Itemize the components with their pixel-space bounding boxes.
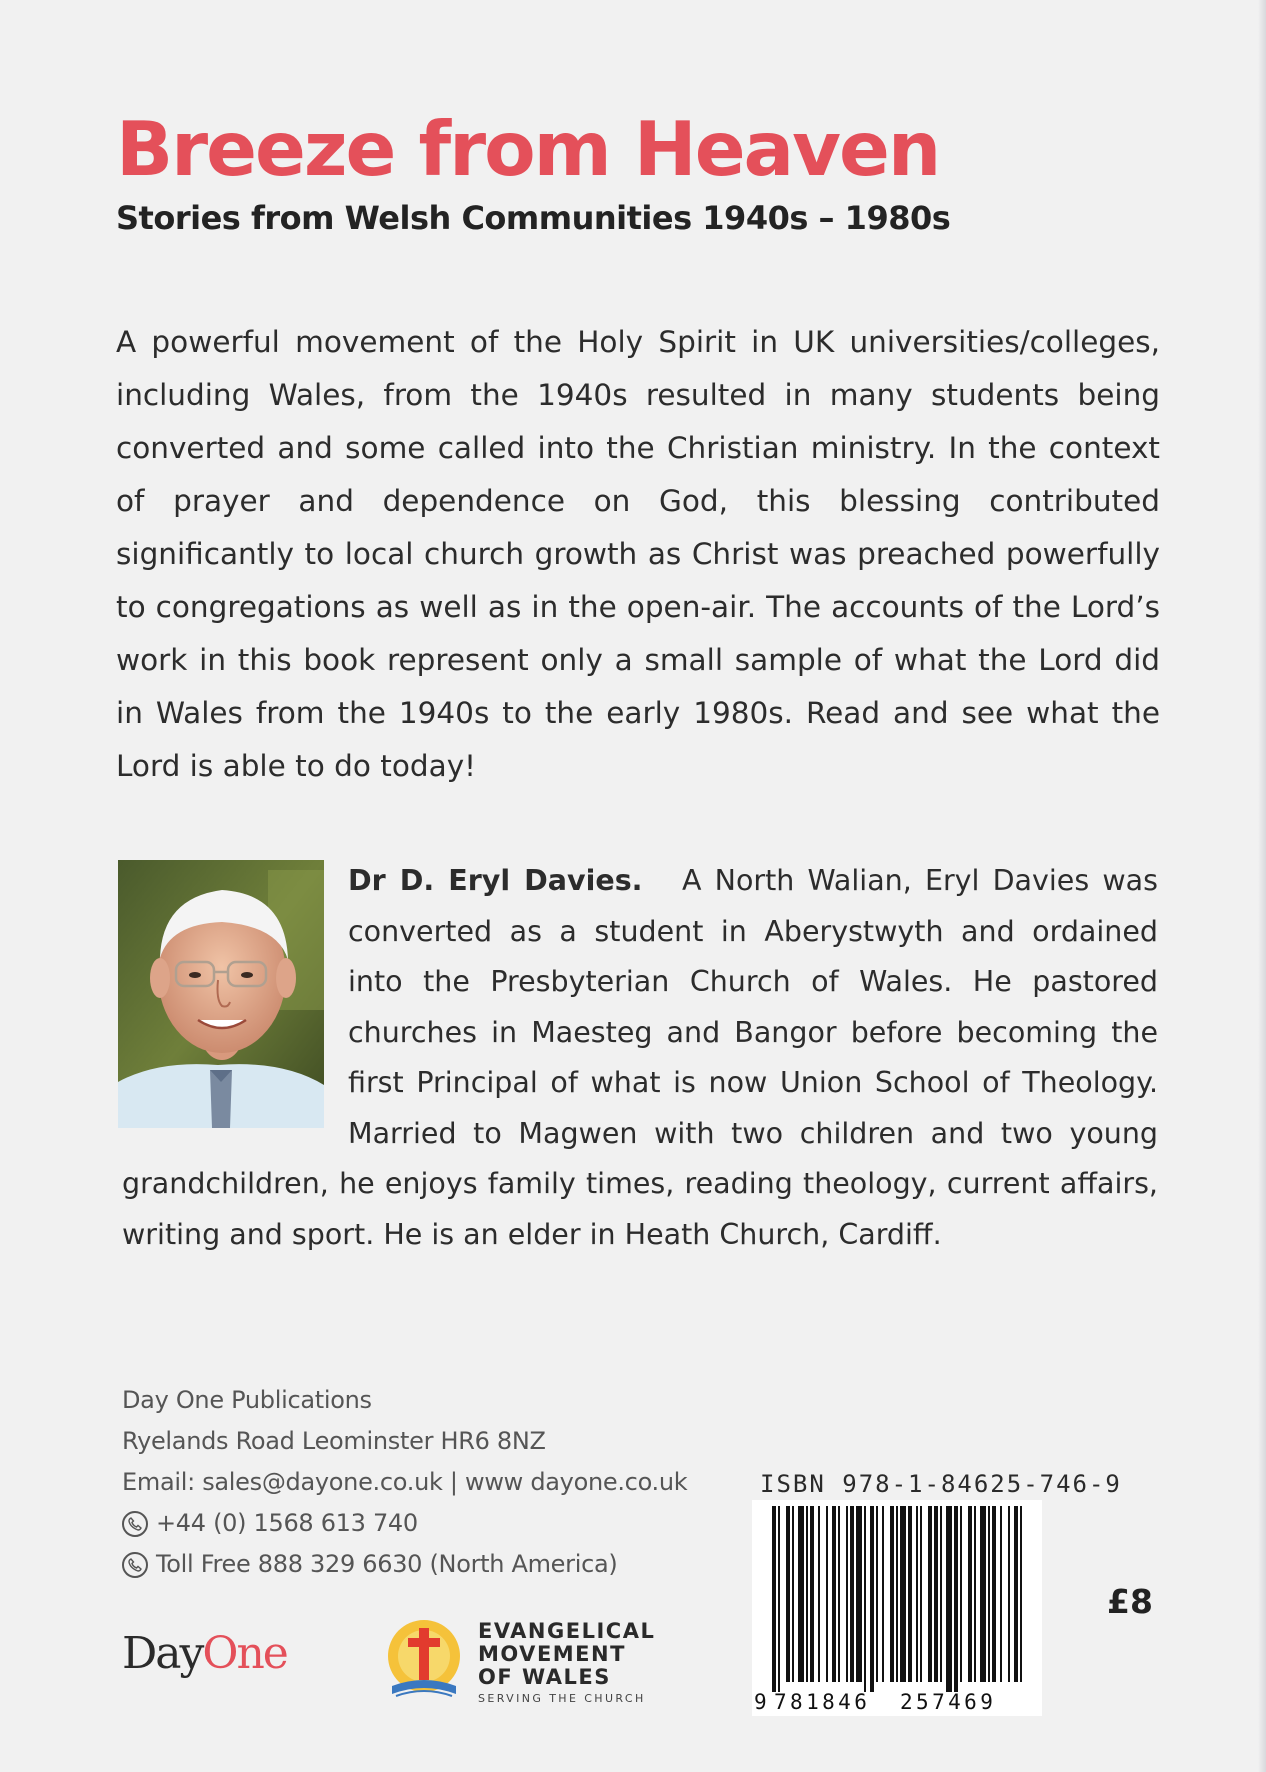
barcode-bar xyxy=(850,1506,854,1682)
phone-icon xyxy=(122,1552,148,1578)
publisher-address: Ryelands Road Leominster HR6 8NZ xyxy=(122,1427,546,1455)
author-bio-paragraph xyxy=(122,856,1158,1260)
barcode-bar xyxy=(928,1506,932,1682)
emw-line-3: OF WALES xyxy=(478,1665,611,1689)
barcode-bar xyxy=(832,1506,836,1682)
barcode-bar xyxy=(908,1506,912,1682)
emw-line-2: MOVEMENT xyxy=(478,1642,626,1666)
publisher-phone: +44 (0) 1568 613 740 xyxy=(156,1509,418,1537)
barcode-bar xyxy=(772,1506,776,1692)
phone-icon xyxy=(122,1511,148,1537)
barcode-bar xyxy=(954,1506,958,1692)
publisher-contact: Email: sales@dayone.co.uk | www dayone.co.uk xyxy=(122,1468,688,1496)
publisher-tollfree-line xyxy=(122,1544,687,1585)
barcode-bar xyxy=(810,1506,814,1682)
publisher-info xyxy=(122,1380,687,1585)
barcode-bar xyxy=(940,1506,942,1682)
barcode-bar xyxy=(846,1506,848,1682)
barcode-bar xyxy=(920,1506,922,1682)
dayone-logo-one: One xyxy=(202,1628,287,1679)
barcode-digits-right: 257469 xyxy=(900,1690,997,1714)
author-bio: A North Walian, Eryl Davies was converted as a student in Aberystwyth and ordained into the Presbyterian Church of Wales. He pastored churches in Maesteg and Bangor before becoming the first Principal of what is now Union School of Theology. Married to Magwen with two children and two young grandchildren, he enjoys family times, reading theology, current affairs, writing and sport. He is an elder in Heath Church, Cardiff. xyxy=(122,864,1158,1251)
barcode-bar xyxy=(806,1506,808,1682)
barcode-bar xyxy=(980,1506,986,1682)
barcode-bar xyxy=(826,1506,828,1682)
barcode-bar xyxy=(960,1506,962,1682)
emw-logo xyxy=(384,1616,684,1706)
publisher-name: Day One Publications xyxy=(122,1386,372,1414)
barcode-bar xyxy=(1020,1506,1022,1682)
barcode-bar xyxy=(896,1506,898,1682)
barcode-bar xyxy=(856,1506,862,1682)
barcode-bar xyxy=(916,1506,918,1682)
barcode-bar xyxy=(786,1506,790,1682)
photo-spacer xyxy=(122,856,348,1154)
price: £8 xyxy=(1107,1582,1153,1621)
emw-line-1: EVANGELICAL xyxy=(478,1619,656,1643)
barcode-bar xyxy=(798,1506,804,1682)
author-name: Dr D. Eryl Davies. xyxy=(348,864,643,897)
isbn-barcode xyxy=(752,1500,1042,1716)
book-title: Breeze from Heaven xyxy=(116,105,940,193)
emw-emblem-icon xyxy=(384,1616,464,1706)
barcode-bar xyxy=(864,1506,866,1692)
dayone-logo xyxy=(122,1628,287,1679)
barcode-bar xyxy=(818,1506,820,1682)
page-edge xyxy=(1258,0,1266,1772)
barcode-digit-first: 9 xyxy=(754,1690,767,1714)
dayone-logo-day: Day xyxy=(122,1628,203,1679)
emw-tagline: SERVING THE CHURCH xyxy=(478,1692,646,1705)
barcode-bar xyxy=(778,1506,780,1692)
book-blurb: A powerful movement of the Holy Spirit in UK universities/colleges, including Wales, from the 1940s resulted in many students being converted and some called into the Christian ministry. In the context of prayer and dependence on God, this blessing contributed significantly to local church growth as Christ was preached powerfully to congregations as well as in the open-air. The accounts of the Lord’s work in this book represent only a small sample of what the Lord did in Wales from the 1940s to the early 1980s. Read and see what the Lord is able to do today! xyxy=(116,325,1160,783)
barcode-bar xyxy=(1014,1506,1018,1682)
barcode-bar xyxy=(934,1506,938,1682)
barcode-bar xyxy=(876,1506,878,1682)
barcode-bar xyxy=(992,1506,996,1682)
barcode-bar xyxy=(890,1506,894,1682)
barcode-bar xyxy=(968,1506,972,1682)
barcode-bar xyxy=(1008,1506,1010,1682)
book-subtitle: Stories from Welsh Communities 1940s – 1980s xyxy=(116,199,951,237)
barcode-bar xyxy=(900,1506,906,1682)
barcode-bar xyxy=(988,1506,990,1682)
publisher-phone-line xyxy=(122,1503,687,1544)
barcode-bar xyxy=(882,1506,884,1682)
emw-name xyxy=(478,1620,655,1689)
isbn-label: ISBN 978-1-84625-746-9 xyxy=(760,1470,1122,1498)
barcode-bar xyxy=(870,1506,874,1692)
barcode-bar xyxy=(838,1506,840,1682)
publisher-tollfree: Toll Free 888 329 6630 (North America) xyxy=(156,1550,618,1578)
barcode-bar xyxy=(1000,1506,1002,1682)
barcode-bar xyxy=(974,1506,976,1682)
barcode-digits-left: 781846 xyxy=(774,1690,871,1714)
barcode-bar xyxy=(792,1506,794,1682)
barcode-bar xyxy=(946,1506,952,1692)
